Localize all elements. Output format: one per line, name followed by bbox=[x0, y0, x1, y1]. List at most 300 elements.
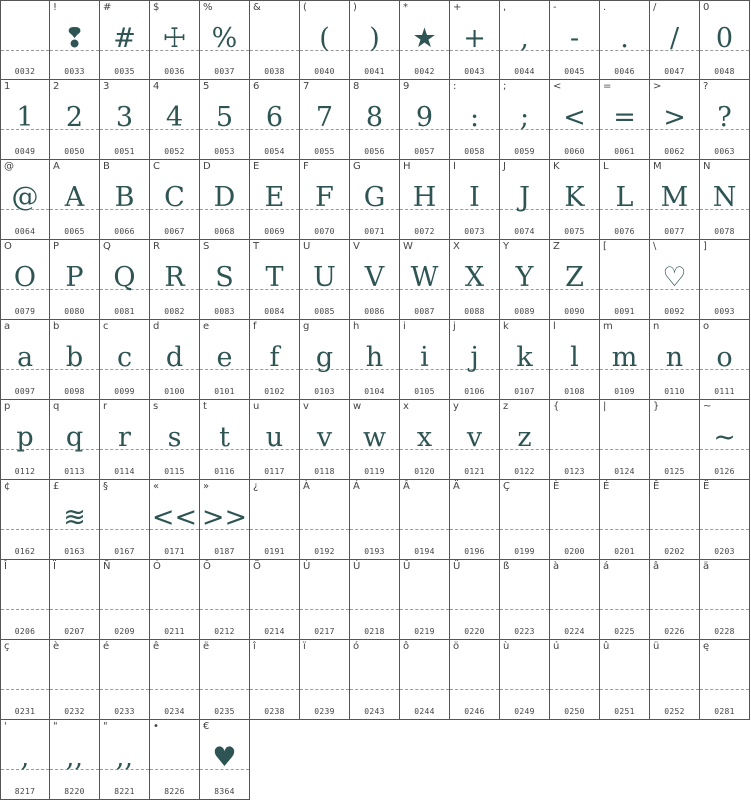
char-code-label: 0055 bbox=[314, 147, 335, 156]
glyph-cell[interactable] bbox=[0, 400, 50, 480]
glyph-preview: G bbox=[363, 182, 386, 213]
glyph-preview bbox=[450, 496, 499, 540]
glyph-preview: ) bbox=[369, 23, 380, 54]
char-code-label: 0206 bbox=[14, 627, 36, 636]
glyph-cell[interactable] bbox=[350, 400, 400, 480]
glyph-cell[interactable] bbox=[500, 640, 550, 720]
char-code-label: 0102 bbox=[264, 387, 285, 396]
glyph-cell[interactable] bbox=[50, 160, 100, 240]
glyph-preview bbox=[350, 576, 399, 620]
char-code-label: 0062 bbox=[664, 147, 685, 156]
glyph-cell[interactable] bbox=[350, 240, 400, 320]
character-label: ö bbox=[453, 641, 460, 652]
glyph-cell[interactable] bbox=[150, 240, 200, 320]
glyph-cell[interactable] bbox=[0, 160, 50, 240]
glyph-cell[interactable] bbox=[350, 160, 400, 240]
character-label: & bbox=[253, 2, 261, 13]
glyph-preview bbox=[250, 656, 299, 700]
glyph-preview: / bbox=[669, 23, 680, 54]
char-code-label: 0122 bbox=[514, 467, 535, 476]
char-code-label: 0083 bbox=[214, 307, 235, 316]
character-label: h bbox=[353, 321, 360, 332]
char-code-label: 0045 bbox=[564, 67, 585, 76]
glyph-cell[interactable] bbox=[50, 560, 100, 640]
character-label: * bbox=[403, 2, 408, 13]
glyph-cell[interactable] bbox=[350, 80, 400, 160]
glyph-cell[interactable] bbox=[500, 80, 550, 160]
char-code-label: 0054 bbox=[264, 147, 285, 156]
glyph-cell[interactable] bbox=[300, 480, 350, 560]
glyph-cell[interactable] bbox=[100, 640, 150, 720]
character-label: | bbox=[603, 401, 607, 412]
character-label: M bbox=[653, 161, 662, 172]
char-code-label: 0234 bbox=[164, 707, 185, 716]
glyph-cell[interactable] bbox=[300, 160, 350, 240]
glyph-cell[interactable] bbox=[700, 240, 750, 320]
glyph-cell[interactable] bbox=[550, 320, 600, 400]
glyph-cell[interactable] bbox=[300, 320, 350, 400]
character-label: à bbox=[553, 561, 560, 572]
glyph-cell[interactable] bbox=[700, 400, 750, 480]
glyph-cell[interactable] bbox=[50, 240, 100, 320]
character-label: € bbox=[203, 721, 210, 732]
glyph-preview bbox=[350, 656, 399, 700]
glyph-preview: ☩ bbox=[162, 23, 187, 54]
character-label: 7 bbox=[303, 81, 310, 92]
glyph-cell[interactable] bbox=[400, 240, 450, 320]
glyph-cell[interactable] bbox=[50, 400, 100, 480]
char-code-label: 0200 bbox=[564, 547, 585, 556]
glyph-cell[interactable] bbox=[150, 640, 200, 720]
glyph-cell[interactable] bbox=[650, 0, 700, 80]
char-code-label: 0220 bbox=[464, 627, 485, 636]
glyph-cell[interactable] bbox=[400, 560, 450, 640]
character-label: G bbox=[353, 161, 361, 172]
character-label: Y bbox=[503, 241, 510, 252]
glyph-preview: , bbox=[520, 23, 529, 54]
glyph-preview: K bbox=[564, 182, 585, 213]
glyph-preview: m bbox=[611, 342, 638, 373]
glyph-preview: + bbox=[463, 23, 486, 54]
glyph-cell[interactable] bbox=[150, 560, 200, 640]
glyph-cell[interactable] bbox=[300, 560, 350, 640]
glyph-cell[interactable] bbox=[250, 400, 300, 480]
character-label: ú bbox=[553, 641, 560, 652]
character-label: Ä bbox=[453, 481, 460, 492]
glyph-cell[interactable] bbox=[650, 560, 700, 640]
glyph-preview: l bbox=[570, 342, 579, 373]
glyph-cell[interactable] bbox=[0, 640, 50, 720]
glyph-cell[interactable] bbox=[150, 160, 200, 240]
glyph-cell[interactable] bbox=[400, 640, 450, 720]
glyph-cell[interactable] bbox=[200, 640, 250, 720]
glyph-cell[interactable] bbox=[450, 160, 500, 240]
character-label: > bbox=[653, 81, 662, 92]
glyph-preview bbox=[400, 496, 449, 540]
glyph-preview: Y bbox=[515, 262, 534, 293]
glyph-cell[interactable] bbox=[550, 400, 600, 480]
glyph-preview bbox=[150, 656, 199, 700]
glyph-cell[interactable] bbox=[100, 160, 150, 240]
character-label: ~ bbox=[703, 401, 712, 412]
char-code-label: 0167 bbox=[114, 547, 135, 556]
char-code-label: 0115 bbox=[164, 467, 185, 476]
char-code-label: 0203 bbox=[714, 547, 735, 556]
glyph-preview: S bbox=[215, 262, 234, 293]
char-code-label: 0052 bbox=[164, 147, 185, 156]
glyph-cell[interactable] bbox=[50, 640, 100, 720]
character-label: q bbox=[53, 401, 60, 412]
glyph-cell[interactable] bbox=[300, 400, 350, 480]
glyph-cell[interactable] bbox=[450, 240, 500, 320]
char-code-label: 0042 bbox=[414, 67, 435, 76]
char-code-label: 8217 bbox=[14, 787, 36, 796]
glyph-cell[interactable] bbox=[600, 320, 650, 400]
glyph-cell[interactable] bbox=[0, 240, 50, 320]
char-code-label: 0053 bbox=[214, 147, 235, 156]
char-code-label: 0252 bbox=[664, 707, 685, 716]
char-code-label: 0080 bbox=[64, 307, 85, 316]
glyph-cell[interactable] bbox=[550, 480, 600, 560]
char-code-label: 0244 bbox=[414, 707, 435, 716]
glyph-cell[interactable] bbox=[450, 560, 500, 640]
char-code-label: 0171 bbox=[164, 547, 185, 556]
glyph-cell[interactable] bbox=[200, 160, 250, 240]
character-label: A bbox=[53, 161, 60, 172]
glyph-cell[interactable] bbox=[300, 80, 350, 160]
glyph-cell[interactable] bbox=[450, 80, 500, 160]
glyph-cell[interactable] bbox=[50, 80, 100, 160]
glyph-cell[interactable] bbox=[50, 0, 100, 80]
char-code-label: 0085 bbox=[314, 307, 335, 316]
glyph-preview: ≋ bbox=[63, 502, 86, 533]
glyph-cell[interactable] bbox=[100, 480, 150, 560]
glyph-cell[interactable] bbox=[550, 0, 600, 80]
glyph-cell[interactable] bbox=[700, 320, 750, 400]
char-code-label: 0121 bbox=[464, 467, 485, 476]
glyph-cell[interactable] bbox=[350, 0, 400, 80]
char-code-label: 0196 bbox=[464, 547, 485, 556]
char-code-label: 0101 bbox=[214, 387, 235, 396]
character-label: t bbox=[203, 401, 207, 412]
char-code-label: 8221 bbox=[114, 787, 135, 796]
character-label: • bbox=[153, 721, 159, 732]
glyph-preview: r bbox=[118, 422, 131, 453]
char-code-label: 0068 bbox=[214, 227, 235, 236]
glyph-preview bbox=[450, 656, 499, 700]
glyph-preview bbox=[400, 656, 449, 700]
glyph-cell[interactable] bbox=[650, 640, 700, 720]
glyph-cell[interactable] bbox=[200, 240, 250, 320]
glyph-preview: B bbox=[114, 182, 135, 213]
character-label: I bbox=[453, 161, 456, 172]
character-label: = bbox=[603, 81, 612, 92]
glyph-preview: E bbox=[264, 182, 285, 213]
glyph-cell[interactable] bbox=[500, 400, 550, 480]
char-code-label: 0078 bbox=[714, 227, 735, 236]
char-code-label: 0116 bbox=[214, 467, 235, 476]
character-label: Ü bbox=[453, 561, 461, 572]
character-label: ç bbox=[4, 641, 10, 652]
char-code-label: 0071 bbox=[364, 227, 385, 236]
glyph-cell[interactable] bbox=[500, 320, 550, 400]
glyph-preview bbox=[600, 576, 649, 620]
glyph-cell[interactable] bbox=[450, 480, 500, 560]
character-label: Û bbox=[403, 561, 411, 572]
glyph-cell[interactable] bbox=[50, 480, 100, 560]
glyph-preview: t bbox=[219, 422, 230, 453]
glyph-cell[interactable] bbox=[550, 640, 600, 720]
glyph-cell[interactable] bbox=[250, 160, 300, 240]
glyph-cell[interactable] bbox=[100, 560, 150, 640]
glyph-cell[interactable] bbox=[150, 0, 200, 80]
glyph-preview bbox=[650, 416, 699, 460]
glyph-cell[interactable] bbox=[300, 0, 350, 80]
glyph-cell[interactable] bbox=[300, 640, 350, 720]
char-code-label: 0243 bbox=[364, 707, 385, 716]
glyph-cell[interactable] bbox=[450, 0, 500, 80]
glyph-preview: x bbox=[416, 422, 433, 453]
glyph-cell[interactable] bbox=[400, 160, 450, 240]
character-label: Ñ bbox=[103, 561, 111, 572]
glyph-cell[interactable] bbox=[250, 320, 300, 400]
char-code-label: 0074 bbox=[514, 227, 535, 236]
glyph-cell[interactable] bbox=[500, 240, 550, 320]
glyph-cell[interactable] bbox=[250, 640, 300, 720]
char-code-label: 0114 bbox=[114, 467, 135, 476]
glyph-cell[interactable] bbox=[700, 480, 750, 560]
glyph-preview: ❢ bbox=[63, 23, 86, 54]
glyph-cell[interactable] bbox=[600, 400, 650, 480]
char-code-label: 0038 bbox=[264, 67, 285, 76]
glyph-cell[interactable] bbox=[200, 80, 250, 160]
glyph-cell[interactable] bbox=[150, 400, 200, 480]
glyph-cell[interactable] bbox=[600, 240, 650, 320]
glyph-cell[interactable] bbox=[100, 720, 150, 800]
glyph-cell[interactable] bbox=[550, 560, 600, 640]
glyph-preview: ~ bbox=[713, 422, 736, 453]
glyph-preview: Q bbox=[113, 262, 136, 293]
glyph-preview: a bbox=[16, 342, 34, 373]
glyph-cell[interactable] bbox=[550, 80, 600, 160]
glyph-cell[interactable] bbox=[50, 320, 100, 400]
glyph-cell[interactable] bbox=[450, 320, 500, 400]
character-label: Ô bbox=[203, 561, 211, 572]
glyph-cell[interactable] bbox=[200, 400, 250, 480]
glyph-cell[interactable] bbox=[150, 80, 200, 160]
glyph-cell[interactable] bbox=[100, 80, 150, 160]
character-label: û bbox=[603, 641, 610, 652]
glyph-preview: W bbox=[410, 262, 439, 293]
char-code-label: 0046 bbox=[614, 67, 635, 76]
char-code-label: 0249 bbox=[514, 707, 535, 716]
char-code-label: 0238 bbox=[264, 707, 285, 716]
char-code-label: 0214 bbox=[264, 627, 285, 636]
glyph-cell[interactable] bbox=[200, 320, 250, 400]
glyph-cell[interactable] bbox=[250, 240, 300, 320]
glyph-cell[interactable] bbox=[600, 480, 650, 560]
glyph-cell[interactable] bbox=[200, 0, 250, 80]
glyph-cell[interactable] bbox=[450, 640, 500, 720]
glyph-cell[interactable] bbox=[400, 80, 450, 160]
glyph-cell[interactable] bbox=[700, 0, 750, 80]
glyph-preview bbox=[550, 496, 599, 540]
char-code-label: 8226 bbox=[164, 787, 185, 796]
character-label: - bbox=[553, 2, 557, 13]
glyph-cell[interactable] bbox=[0, 320, 50, 400]
glyph-cell[interactable] bbox=[0, 80, 50, 160]
character-label: Â bbox=[403, 481, 410, 492]
glyph-cell[interactable] bbox=[700, 640, 750, 720]
character-label: u bbox=[253, 401, 260, 412]
glyph-preview bbox=[100, 576, 149, 620]
char-code-label: 0228 bbox=[714, 627, 735, 636]
glyph-preview: % bbox=[211, 23, 238, 54]
glyph-cell[interactable] bbox=[600, 80, 650, 160]
glyph-cell[interactable] bbox=[700, 560, 750, 640]
glyph-preview bbox=[450, 576, 499, 620]
character-label: ¢ bbox=[4, 481, 11, 492]
char-code-label: 0072 bbox=[414, 227, 435, 236]
glyph-cell[interactable] bbox=[600, 640, 650, 720]
character-label: " bbox=[103, 721, 108, 732]
glyph-cell[interactable] bbox=[450, 400, 500, 480]
glyph-cell[interactable] bbox=[50, 720, 100, 800]
glyph-cell[interactable] bbox=[300, 240, 350, 320]
glyph-cell[interactable] bbox=[400, 480, 450, 560]
glyph-cell[interactable] bbox=[650, 240, 700, 320]
glyph-cell[interactable] bbox=[0, 560, 50, 640]
char-code-label: 0281 bbox=[714, 707, 735, 716]
character-label: 0 bbox=[703, 2, 710, 13]
glyph-cell[interactable] bbox=[150, 480, 200, 560]
glyph-cell[interactable] bbox=[150, 320, 200, 400]
glyph-cell[interactable] bbox=[100, 240, 150, 320]
glyph-preview bbox=[700, 496, 749, 540]
character-label: } bbox=[653, 401, 660, 412]
glyph-preview: 8 bbox=[365, 102, 384, 133]
glyph-cell[interactable] bbox=[250, 480, 300, 560]
glyph-cell[interactable] bbox=[250, 0, 300, 80]
char-code-label: 0058 bbox=[464, 147, 485, 156]
glyph-preview bbox=[700, 656, 749, 700]
character-label: U bbox=[303, 241, 311, 252]
character-label: ę bbox=[703, 641, 710, 652]
char-code-label: 0233 bbox=[114, 707, 135, 716]
glyph-preview: I bbox=[469, 182, 480, 213]
character-label: L bbox=[603, 161, 609, 172]
char-code-label: 0060 bbox=[564, 147, 585, 156]
glyph-cell[interactable] bbox=[600, 0, 650, 80]
character-label: @ bbox=[4, 161, 14, 172]
char-code-label: 0047 bbox=[664, 67, 685, 76]
glyph-cell[interactable] bbox=[500, 560, 550, 640]
character-label: n bbox=[653, 321, 660, 332]
glyph-cell[interactable] bbox=[600, 560, 650, 640]
character-label: 3 bbox=[103, 81, 110, 92]
char-code-label: 8220 bbox=[64, 787, 85, 796]
char-code-label: 0239 bbox=[314, 707, 335, 716]
glyph-cell[interactable] bbox=[400, 400, 450, 480]
character-label: 5 bbox=[203, 81, 210, 92]
char-code-label: 0059 bbox=[514, 147, 535, 156]
char-code-label: 0201 bbox=[614, 547, 635, 556]
character-label: É bbox=[603, 481, 610, 492]
glyph-cell[interactable] bbox=[700, 80, 750, 160]
character-label: ? bbox=[703, 81, 709, 92]
glyph-cell[interactable] bbox=[400, 0, 450, 80]
glyph-cell[interactable] bbox=[350, 560, 400, 640]
character-label: F bbox=[303, 161, 309, 172]
char-code-label: 0110 bbox=[664, 387, 685, 396]
glyph-preview bbox=[1, 656, 49, 700]
glyph-cell[interactable] bbox=[500, 480, 550, 560]
char-code-label: 0091 bbox=[614, 307, 635, 316]
glyph-cell[interactable] bbox=[350, 480, 400, 560]
glyph-preview: p bbox=[16, 422, 34, 453]
glyph-cell[interactable] bbox=[500, 0, 550, 80]
glyph-preview: T bbox=[265, 262, 284, 293]
character-label: ó bbox=[353, 641, 360, 652]
glyph-cell[interactable] bbox=[200, 720, 250, 800]
glyph-cell[interactable] bbox=[650, 400, 700, 480]
glyph-cell[interactable] bbox=[350, 640, 400, 720]
glyph-preview bbox=[600, 416, 649, 460]
glyph-cell[interactable] bbox=[200, 560, 250, 640]
character-label: Ê bbox=[653, 481, 660, 492]
glyph-cell[interactable] bbox=[250, 80, 300, 160]
glyph-preview bbox=[550, 576, 599, 620]
character-label: e bbox=[203, 321, 210, 332]
character-label: \ bbox=[653, 241, 657, 252]
character-label: Ç bbox=[503, 481, 510, 492]
char-code-label: 0226 bbox=[664, 627, 685, 636]
glyph-cell[interactable] bbox=[600, 160, 650, 240]
glyph-cell[interactable] bbox=[200, 480, 250, 560]
glyph-cell[interactable] bbox=[650, 80, 700, 160]
char-code-label: 0163 bbox=[64, 547, 85, 556]
char-code-label: 0217 bbox=[314, 627, 335, 636]
character-label: T bbox=[253, 241, 260, 252]
glyph-cell[interactable] bbox=[250, 560, 300, 640]
glyph-cell[interactable] bbox=[100, 320, 150, 400]
character-label: y bbox=[453, 401, 459, 412]
character-label: Z bbox=[553, 241, 560, 252]
glyph-cell[interactable] bbox=[100, 0, 150, 80]
glyph-cell[interactable] bbox=[550, 240, 600, 320]
character-label: b bbox=[53, 321, 60, 332]
glyph-cell[interactable] bbox=[0, 480, 50, 560]
glyph-preview bbox=[300, 656, 349, 700]
character-label: 8 bbox=[353, 81, 360, 92]
character-label: : bbox=[453, 81, 457, 92]
glyph-preview bbox=[650, 496, 699, 540]
glyph-cell[interactable] bbox=[0, 0, 50, 80]
character-label: g bbox=[303, 321, 310, 332]
glyph-cell[interactable] bbox=[350, 320, 400, 400]
glyph-cell[interactable] bbox=[500, 160, 550, 240]
glyph-cell[interactable] bbox=[650, 160, 700, 240]
glyph-cell[interactable] bbox=[400, 320, 450, 400]
glyph-cell[interactable] bbox=[0, 720, 50, 800]
glyph-cell[interactable] bbox=[700, 160, 750, 240]
glyph-cell[interactable] bbox=[550, 160, 600, 240]
glyph-preview: M bbox=[660, 182, 689, 213]
glyph-cell[interactable] bbox=[100, 400, 150, 480]
glyph-cell[interactable] bbox=[150, 720, 200, 800]
glyph-cell[interactable] bbox=[650, 480, 700, 560]
glyph-cell[interactable] bbox=[650, 320, 700, 400]
